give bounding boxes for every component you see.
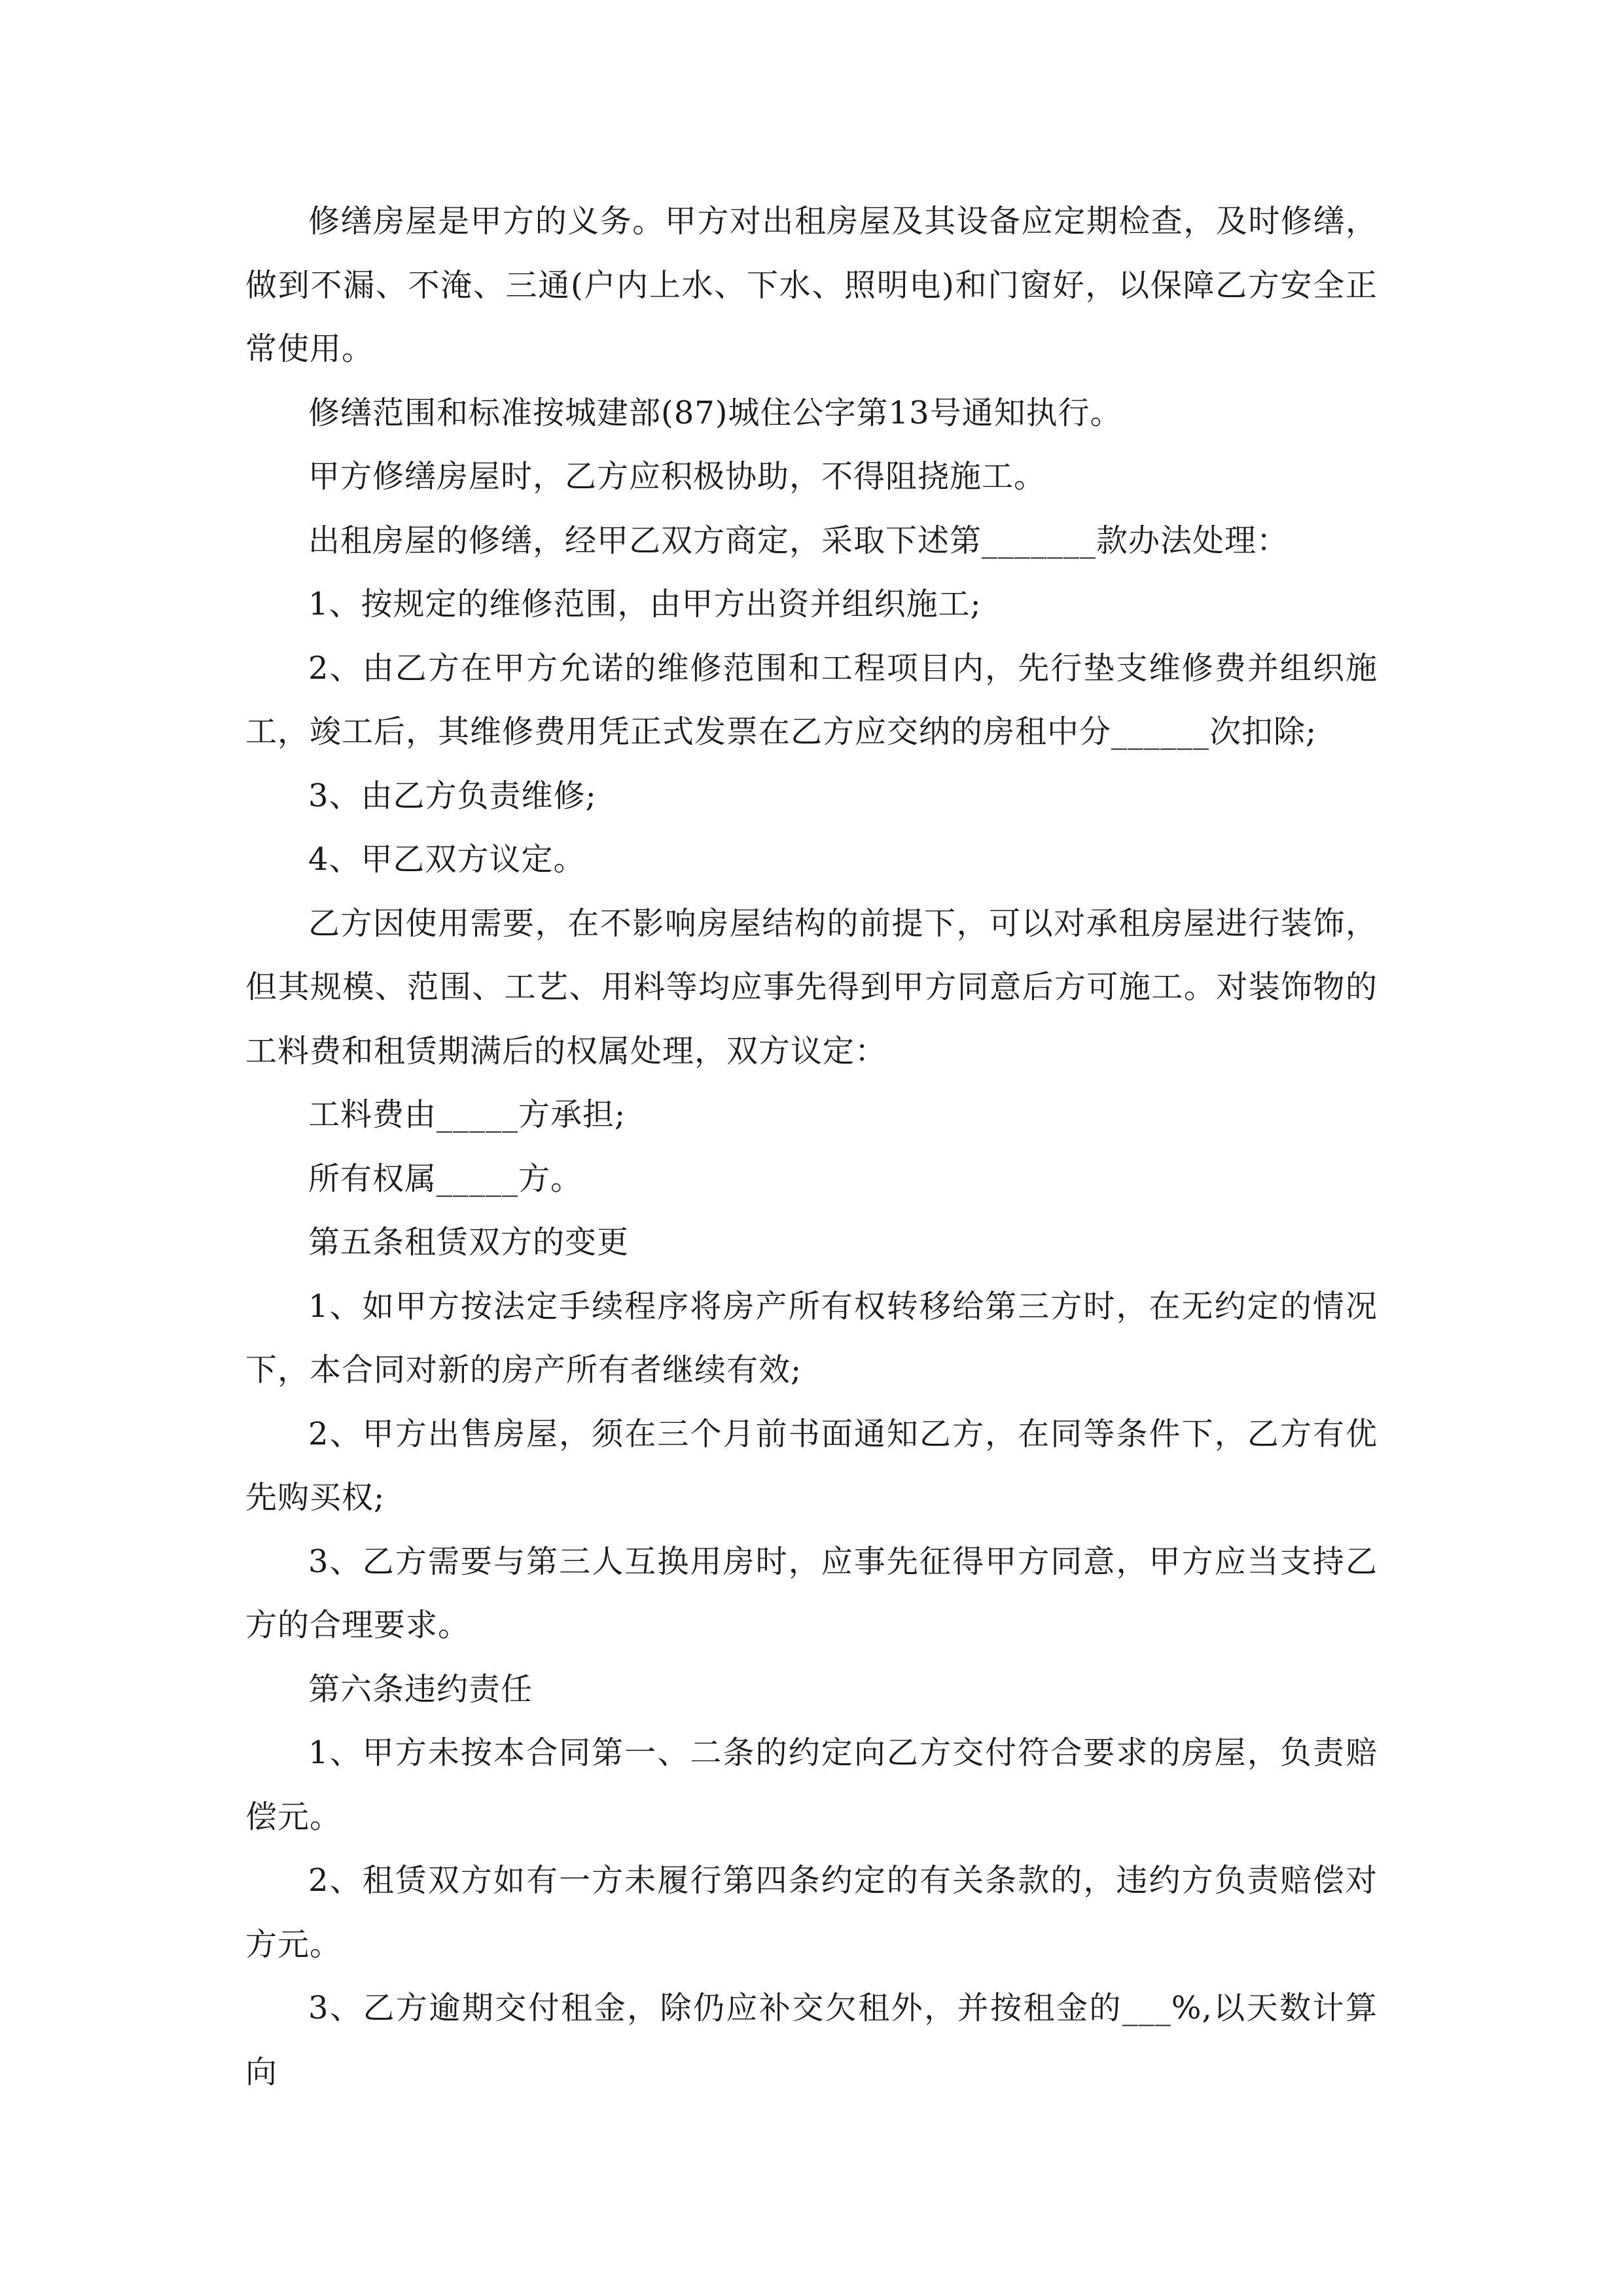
section-heading-article-6: 第六条违约责任 <box>308 1670 533 1708</box>
list-item: 1、甲方未按本合同第一、二条的约定向乙方交付符合要求的房屋，负责赔偿元。 <box>245 1734 1378 1835</box>
list-item: 3、乙方需要与第三人互换用房时，应事先征得甲方同意，甲方应当支持乙方的合理要求。 <box>245 1543 1378 1643</box>
list-item: 3、由乙方负责维修; <box>308 777 597 814</box>
paragraph-repair-duty: 修缮房屋是甲方的义务。甲方对出租房屋及其设备应定期检查，及时修缮，做到不漏、不淹、三通(户内上水、下水、照明电)和门窗好，以保障乙方安全正常使用。 <box>245 203 1378 367</box>
list-item: 2、甲方出售房屋，须在三个月前书面通知乙方，在同等条件下，乙方有优先购买权; <box>245 1415 1378 1516</box>
list-item: 4、甲乙双方议定。 <box>308 841 586 878</box>
list-item: 1、如甲方按法定手续程序将房产所有权转移给第三方时，在无约定的情况下，本合同对新的房产所有者继续有效; <box>245 1287 1378 1388</box>
list-item: 2、租赁双方如有一方未履行第四条约定的有关条款的，违约方负责赔偿对方元。 <box>245 1862 1378 1963</box>
section-heading-article-5: 第五条租赁双方的变更 <box>308 1224 630 1261</box>
paragraph-ownership: 所有权属_____方。 <box>308 1160 583 1197</box>
list-item: 2、由乙方在甲方允诺的维修范围和工程项目内，先行垫支维修费并组织施工，竣工后，其维修费用凭正式发票在乙方应交纳的房租中分______次扣除; <box>245 649 1378 750</box>
paragraph-repair-standard: 修缮范围和标准按城建部(87)城住公字第13号通知执行。 <box>308 394 1122 431</box>
paragraph-decoration: 乙方因使用需要，在不影响房屋结构的前提下，可以对承租房屋进行装饰，但其规模、范围、工艺、用料等均应事先得到甲方同意后方可施工。对装饰物的工料费和租赁期满后的权属处理，双方议定： <box>245 905 1378 1069</box>
paragraph-material-cost: 工料费由_____方承担; <box>308 1096 626 1133</box>
paragraph-repair-method: 出租房屋的修缮，经甲乙双方商定，采取下述第_______款办法处理： <box>308 522 1289 559</box>
paragraph-cooperation: 甲方修缮房屋时，乙方应积极协助，不得阻挠施工。 <box>308 458 1046 495</box>
document-body <box>245 190 1378 2104</box>
list-item: 3、乙方逾期交付租金，除仍应补交欠租外，并按租金的___%,以天数计算向 <box>245 1990 1378 2090</box>
list-item: 1、按规定的维修范围，由甲方出资并组织施工; <box>308 586 982 622</box>
